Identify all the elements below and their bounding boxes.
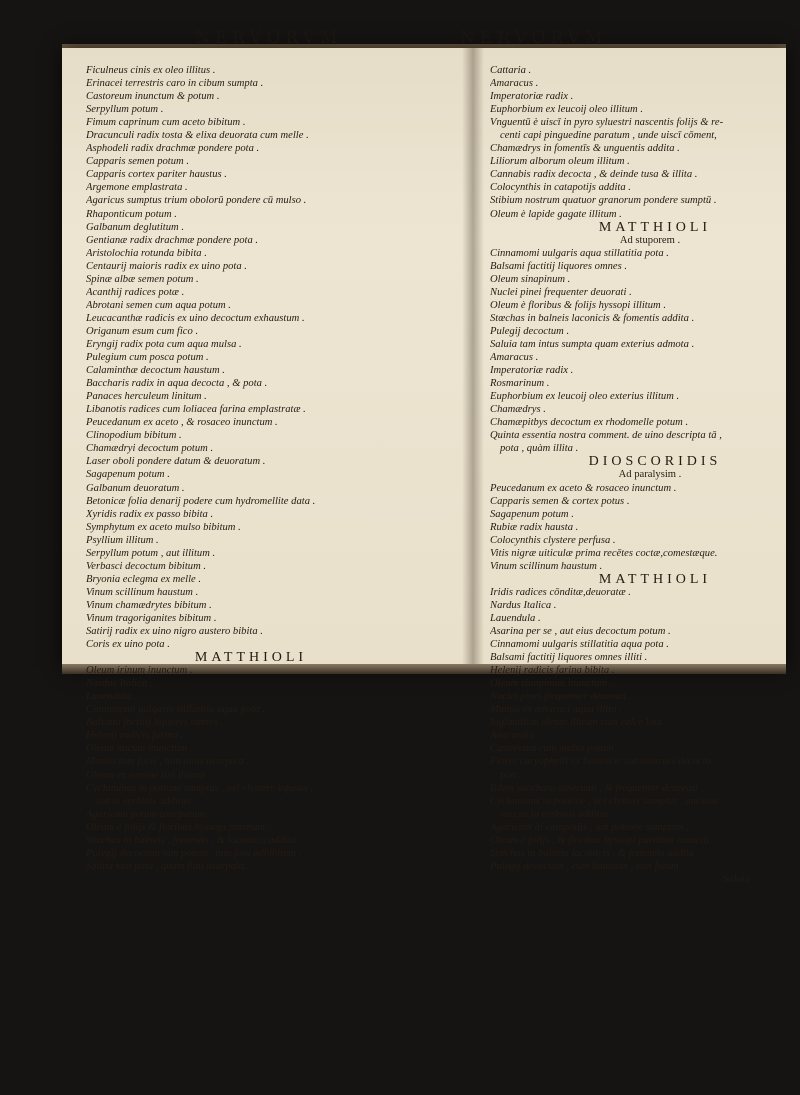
text-line: Capparis semen potum .: [86, 156, 189, 168]
text-line: Cyclaminus in potione , uel clysteri sumptus , aut eius: [490, 795, 719, 807]
text-line: Ad paralysim .: [618, 469, 682, 481]
text-line: Verbasci decoctum bibitum .: [86, 560, 207, 572]
right-page-text: [490, 64, 780, 886]
text-line: Serpyllum potum .: [86, 104, 164, 116]
text-line: Euphorbium ex leucoij oleo illitum .: [490, 104, 643, 116]
text-line: Amaracus .: [490, 78, 539, 90]
text-line: MATTHIOLI: [598, 220, 712, 234]
text-line: Agaricum potum usurpatum .: [86, 808, 211, 820]
text-line: Stœchas in balneis laconicis & fomentis addita .: [490, 312, 695, 324]
text-line: Pulegij decoctum .: [490, 325, 570, 337]
text-line: Euphorbium ex leucoij oleo exterius illitum .: [490, 391, 680, 403]
text-line: Imperatoriæ radix .: [490, 91, 574, 103]
text-line: Galbanum deglutitum .: [86, 221, 184, 233]
text-line: Iuglandium oleum illitum cum calce lota .: [490, 717, 668, 729]
text-line: Asphodeli radix drachmæ pondere pota .: [86, 143, 260, 155]
text-line: pota , quàm illita .: [500, 443, 579, 455]
text-line: Mumia tum foris , tum intus usurpata .: [86, 756, 250, 768]
text-line: Vitis nigræ uiticulæ prima recētes coctæ,comestæque.: [490, 547, 718, 559]
text-line: Amaracus .: [490, 352, 539, 364]
text-line: Cyclaminus in potione sumptus , uel clystere infusus ,: [86, 782, 313, 794]
text-line: Agaricus sumptus trium obolorū pondere cū mulso .: [86, 195, 307, 207]
text-line: Vinum scillinum haustum .: [490, 560, 603, 572]
text-line: Oleum sinapinum inunctum .: [490, 678, 613, 690]
book-gutter: [462, 48, 484, 668]
text-line: Mumia ex amaraci aqua illita .: [490, 704, 622, 716]
text-line: Eryngij radix pota cum aqua mulsa .: [86, 338, 242, 350]
text-line: Cinnamomi uulgaris aqua stillatitia pota .: [490, 247, 669, 259]
right-running-head: NERVORVM: [460, 28, 608, 48]
text-line: Rosmarinum .: [490, 378, 550, 390]
text-line: Oleum nucum inunctum .: [86, 743, 193, 755]
text-line: Leucacanthæ radicis ex uino decoctum exhaustum .: [86, 312, 305, 324]
text-line: Balsami factitij liquores omnes .: [490, 260, 628, 272]
text-line: Symphytum ex aceto mulso bibitum .: [86, 521, 241, 533]
text-line: Libanotis radices cum loliacea farina emplastratæ .: [86, 404, 306, 416]
text-line: Rhaponticum potum .: [86, 208, 177, 220]
text-line: Clinopodium bibitum .: [86, 430, 182, 442]
text-line: Laser oboli pondere datum & deuoratum .: [86, 456, 266, 468]
text-line: Spinæ albæ semen potum .: [86, 273, 199, 285]
text-line: Erinacei terrestris caro in cibum sumpta .: [86, 78, 264, 90]
text-line: Cattaria .: [490, 65, 532, 76]
text-line: Saluia tam intus sumpta quam exterius admota .: [490, 338, 695, 350]
text-line: Oleum ex semine lini illitum .: [86, 769, 211, 781]
text-line: Ad stuporem .: [619, 234, 681, 246]
text-line: Capparis cortex pariter haustus .: [86, 169, 227, 181]
text-line: Iridis radices cōnditæ,deuoratæ .: [490, 586, 631, 598]
text-line: Peucedanum ex aceto , & rosaceo inunctum .: [86, 417, 278, 429]
text-line: Stœchas in balneis laconicis , & fomentis addita .: [490, 847, 700, 859]
text-line: Abrotani semen cum aqua potum .: [86, 299, 231, 311]
left-running-head: NERVORVM: [195, 28, 343, 48]
text-line: Oleum è lapide gagate illitum .: [490, 208, 622, 220]
text-line: Vinum scillinum haustum .: [86, 586, 199, 598]
text-line: Cannabis radix decocta , & deinde tusa & illita .: [490, 169, 698, 181]
text-line: Xyridis radix ex passo bibita .: [86, 508, 214, 520]
text-line: Oleum è floribus & folijs hyssopi illitum .: [490, 299, 666, 311]
text-line: Calaminthæ decoctum haustum .: [86, 365, 225, 377]
text-line: Colocynthis in catapotijs addita .: [490, 182, 631, 194]
text-line: Chamædryi decoctum potum .: [86, 443, 214, 455]
text-line: Lauendula .: [490, 612, 541, 624]
text-line: Pulegij decoctum tum potum , tum fotu adhibitum .: [86, 847, 302, 859]
text-line: Chamædrys in fomentīs & unguentis addita .: [490, 143, 680, 155]
text-line: Acanthij radices potæ .: [86, 286, 185, 298]
text-line: Helenij radicis farina .: [86, 730, 184, 742]
text-line: Peucedanum ex aceto & rosaceo inunctum .: [490, 482, 677, 494]
text-line: Sagapenum potum .: [86, 469, 170, 481]
text-line: Imperatoriæ radix .: [490, 365, 574, 377]
text-line: Colocynthis clystere perfusa .: [490, 534, 616, 546]
text-line: Vinum chamædrytes bibitum .: [86, 599, 212, 611]
text-line: Chamædrys .: [490, 404, 546, 416]
text-line: Nuclei pinei frequenter deuorati .: [490, 691, 632, 703]
text-line: Saluia tam pota , quàm fotu usurpata.: [86, 860, 247, 872]
text-line: Pulegij decoctum , cum haustum , tum fotum .: [490, 860, 684, 872]
left-page-text: [86, 64, 376, 873]
text-line: Quinta essentia nostra comment. de uino descripta tā ,: [490, 430, 722, 442]
text-line: succus in errhinis additus .: [500, 808, 615, 820]
text-line: Cinnamomi uulgaris stillatitia aqua pota .: [490, 639, 669, 651]
text-line: Iidem saccharo asseruati , & frequenter deuorati .: [490, 782, 704, 794]
text-line: Panaces herculeum linitum .: [86, 391, 207, 403]
text-line: aut in errhinis additus .: [96, 795, 196, 807]
text-line: Chamæpitbys decoctum ex rhodomelle potum .: [490, 417, 689, 429]
text-line: Lauendula .: [86, 691, 137, 703]
text-line: Aristolochia rotunda bibita .: [86, 247, 207, 259]
text-line: Nardus Italica .: [490, 599, 557, 611]
text-line: Dracunculi radix tosta & elixa deuorata cum melle .: [86, 130, 309, 142]
text-line: MATTHIOLI: [194, 651, 308, 665]
text-line: Vnguentū è uiscī in pyro syluestri nascentis folijs & re-: [490, 117, 724, 129]
text-line: Capparis semen & cortex potus .: [490, 495, 630, 507]
text-line: Centaurij maioris radix ex uino pota .: [86, 260, 247, 272]
text-line: Stibium nostrum quatuor granorum pondere sumptū .: [490, 195, 717, 207]
text-line: Galbanum deuoratum .: [86, 482, 185, 494]
text-line: Coris ex uino pota .: [86, 639, 170, 651]
text-line: Liliorum alborum oleum illitum .: [490, 156, 630, 168]
text-line: Anacardia .: [490, 730, 540, 742]
text-line: Castoreum inunctum & potum .: [86, 91, 220, 103]
text-line: MATTHIOLI: [598, 572, 712, 586]
text-line: Oleum è folijs & floribus hyssopi paratum .: [86, 821, 271, 833]
text-line: Rubiæ radix hausta .: [490, 521, 579, 533]
text-line: Balsami factitij liquores omnes illiti .: [490, 652, 648, 664]
text-line: Gentianæ radix drachmæ pondere pota .: [86, 234, 259, 246]
text-line: Betonicæ folia denarij podere cum hydromellite data .: [86, 495, 316, 507]
text-line: Asarina per se , aut eius decoctum potum .: [490, 626, 671, 638]
text-line: Nardus Italica .: [86, 678, 153, 690]
text-line: Origanum esum cum fico .: [86, 325, 199, 337]
text-line: Oleum irinum inunctum .: [86, 665, 193, 677]
text-line: Bryonia eclegma ex melle .: [86, 573, 202, 585]
text-line: DIOSCORIDIS: [588, 455, 722, 469]
text-line: Flores caryophylli ex betonicæ aut amaraci decocto: [490, 756, 711, 768]
text-line: Psyllium illitum .: [86, 534, 159, 546]
text-line: Pulegium cum posca potum .: [86, 352, 209, 364]
text-line: Saluia: [722, 873, 750, 885]
text-line: poti .: [500, 769, 522, 781]
text-line: Agaricum in catapotijs , aut potione sumptum .: [490, 821, 690, 833]
text-line: Nuclei pinei frequenter deuorati .: [490, 286, 632, 298]
text-line: Ficulneus cinis ex oleo illitus .: [86, 65, 216, 76]
text-line: centi capi pinguedine paratum , unde uiscī cōment,: [500, 130, 717, 142]
text-line: Fimum caprinum cum aceto bibitum .: [86, 117, 246, 129]
text-line: Castoreum cum mulsa potum .: [490, 743, 619, 755]
text-line: Satirij radix ex uino nigro austero bibita .: [86, 626, 263, 638]
text-line: Helenij radicis farina bibita .: [490, 665, 615, 677]
text-line: Oleum è folijs , & floribus hyssopi paratum inunctū .: [490, 834, 714, 846]
text-line: Argemone emplastrata .: [86, 182, 188, 194]
text-line: Oleum sinapinum .: [490, 273, 571, 285]
text-line: Sagapenum potum .: [490, 508, 574, 520]
text-line: Baccharis radix in aqua decocta , & pota .: [86, 378, 268, 390]
text-line: Stœchas in balneis , fomentis , & laconicis addita .: [86, 834, 301, 846]
text-line: Serpyllum potum , aut illitum .: [86, 547, 216, 559]
text-line: Vinum tragoriganites bibitum .: [86, 612, 217, 624]
text-line: Balsami factitij liquores omnes .: [86, 717, 224, 729]
text-line: Cinnamomi uulgaris stillatitia aqua pota .: [86, 704, 265, 716]
